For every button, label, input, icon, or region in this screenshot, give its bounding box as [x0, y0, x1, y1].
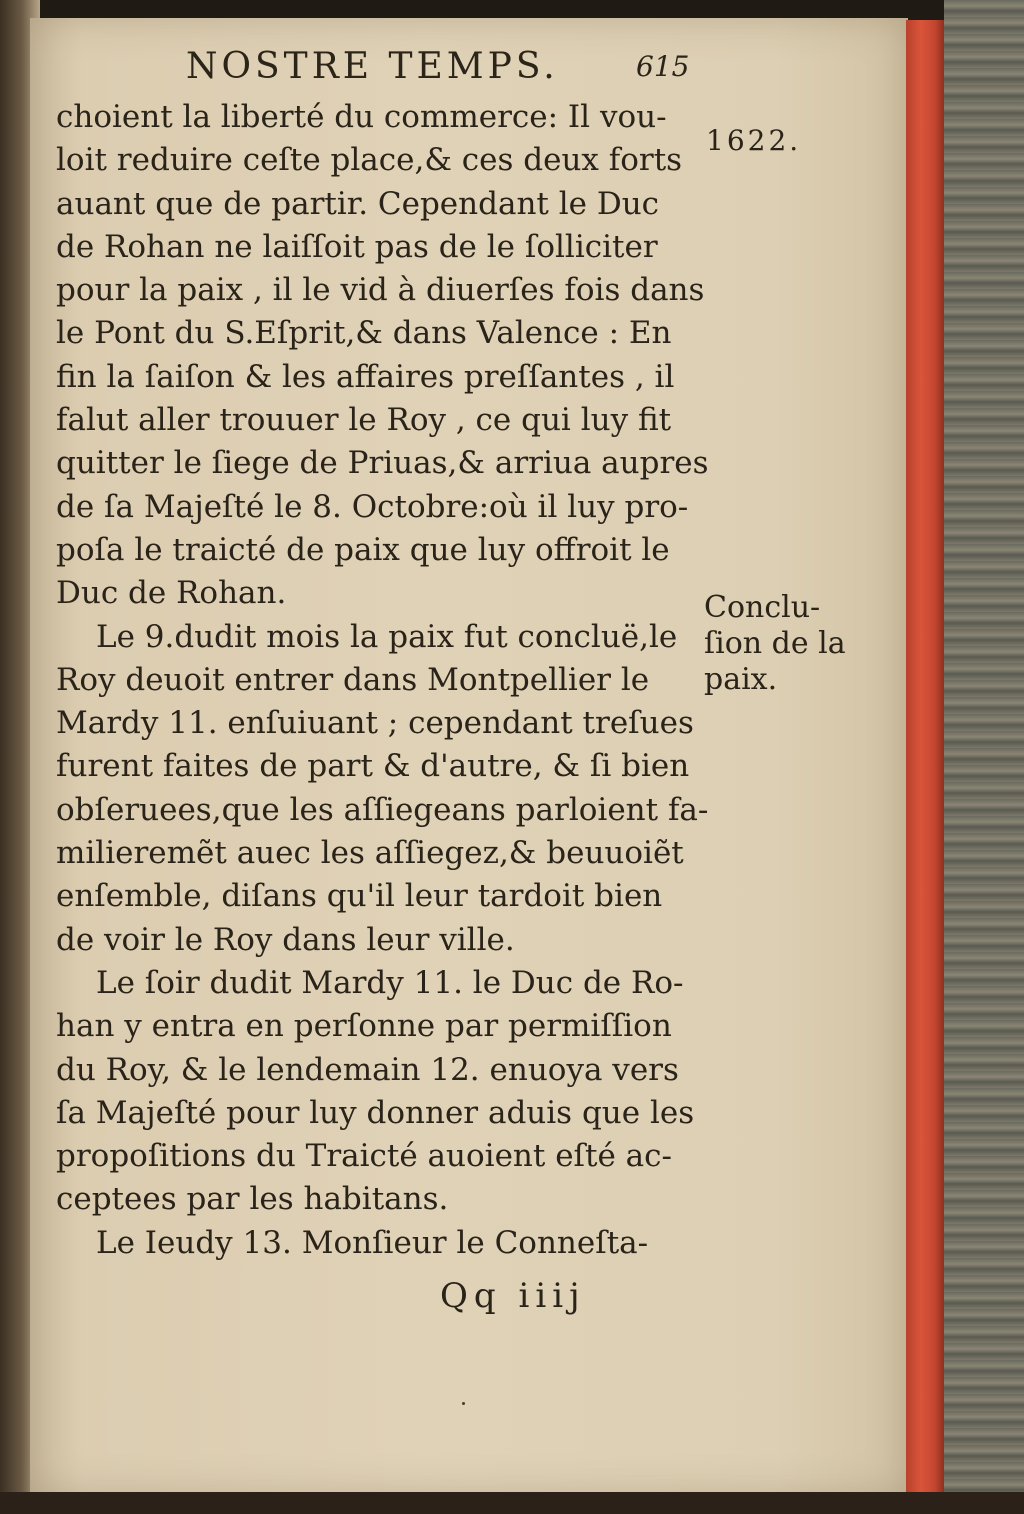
text-line: falut aller trouuer le Roy , ce qui luy fit: [56, 402, 672, 439]
text-line: poſa le traicté de paix que luy offroit le: [56, 531, 670, 568]
text-line: fin la ſaiſon & les affaires preſſantes , il: [56, 358, 675, 395]
margin-note-line: paix.: [704, 662, 778, 697]
page-number: 615: [636, 50, 690, 83]
text-line: enſemble, diſans qu'il leur tardoit bien: [56, 878, 663, 915]
text-line: milieremẽt auec les aſſiegez,& beuuoiẽt: [56, 835, 684, 872]
text-line: Roy deuoit entrer dans Montpellier le: [56, 661, 650, 698]
text-line: Le ſoir dudit Mardy 11. le Duc de Ro-: [96, 964, 684, 1001]
margin-note: [704, 590, 854, 698]
text-line: furent faites de part & d'autre, & ſi bien: [56, 748, 690, 785]
text-line: de voir le Roy dans leur ville.: [56, 921, 515, 958]
running-head-title: NOSTRE TEMPS.: [186, 46, 559, 87]
text-line: choient la liberté du commerce: Il vou-: [56, 99, 667, 135]
text-line: loit reduire ceſte place,& ces deux forts: [56, 142, 683, 179]
text-line: Le Ieudy 13. Monſieur le Conneſta-: [96, 1224, 649, 1261]
text-line: han y entra en perſonne par permiſſion: [56, 1008, 672, 1045]
text-line: auant que de partir. Cependant le Duc: [56, 185, 660, 222]
margin-year: 1622.: [706, 124, 802, 157]
text-line: du Roy, & le lendemain 12. enuoya vers: [56, 1051, 679, 1088]
body-text: [56, 96, 716, 1265]
text-line: le Pont du S.Eſprit,& dans Valence : En: [56, 315, 672, 352]
text-line: Duc de Rohan.: [56, 575, 287, 612]
ink-spot: [462, 1402, 465, 1405]
text-line: ſa Majeſté pour luy donner aduis que les: [56, 1094, 695, 1131]
margin-note-line: Conclu-: [704, 590, 821, 625]
cover-edge: [944, 0, 1024, 1514]
text-line: propoſitions du Traicté auoient eſté ac-: [56, 1138, 673, 1175]
text-line: pour la paix , il le vid à diuerſes fois dans: [56, 272, 705, 309]
bottom-edge: [0, 1492, 1024, 1514]
text-line: quitter le ſiege de Priuas,& arriua aupres: [56, 445, 709, 482]
signature-mark: Qq iiij: [440, 1276, 586, 1316]
text-line: Le 9.dudit mois la paix fut concluë,le: [96, 618, 678, 655]
red-page-edge: [906, 20, 944, 1494]
text-line: de Rohan ne laiſſoit pas de le ſolliciter: [56, 228, 658, 265]
margin-note-line: ſion de la: [704, 626, 846, 661]
text-line: de ſa Majeſté le 8. Octobre:où il luy pro-: [56, 488, 689, 525]
text-line: ceptees par les habitans.: [56, 1181, 449, 1218]
text-line: Mardy 11. enſuiuant ; cependant treſues: [56, 705, 694, 742]
text-line: obſeruees,que les aſſiegeans parloient fa-: [56, 791, 709, 828]
